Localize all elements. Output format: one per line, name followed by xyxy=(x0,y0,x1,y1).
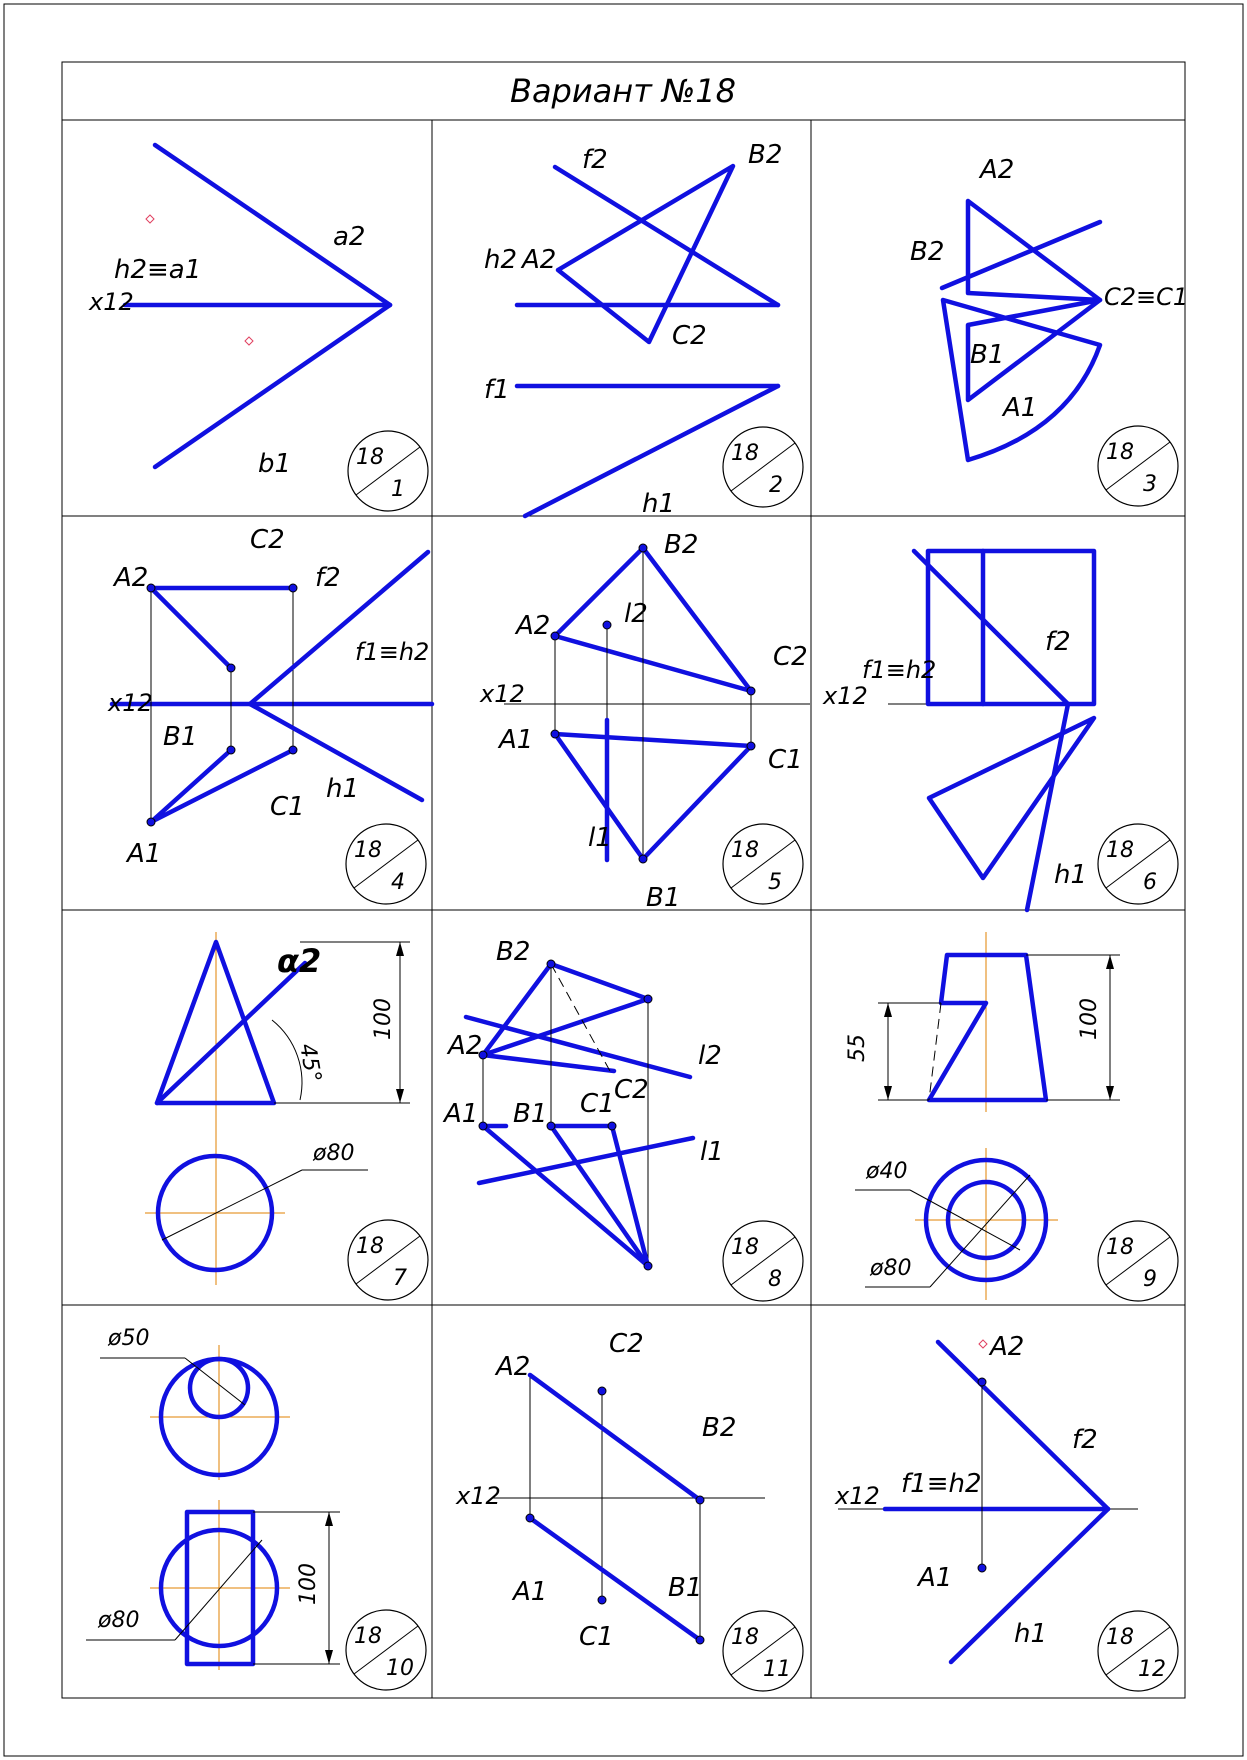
label-f1: f1 xyxy=(484,375,510,405)
point-B2 xyxy=(227,664,235,672)
badge-1 xyxy=(348,431,428,511)
label-h2: h2 xyxy=(484,245,518,275)
label-A2: A2 xyxy=(496,1352,531,1382)
point-l2 xyxy=(603,621,611,629)
marker-icon xyxy=(245,337,253,345)
label-C1: C1 xyxy=(580,1089,615,1119)
badge-7 xyxy=(348,1220,428,1300)
label-A2: A2 xyxy=(114,563,149,593)
label-dia80: ø80 xyxy=(313,1141,355,1166)
label-dim100: 100 xyxy=(296,1563,321,1605)
label-f2: f2 xyxy=(582,145,608,175)
point-B1 xyxy=(547,1122,555,1130)
point-C1 xyxy=(289,746,297,754)
label-f1h2: f1≡h2 xyxy=(355,638,430,666)
badge-bottom: 5 xyxy=(768,870,782,895)
label-A2: A2 xyxy=(516,611,551,641)
badge-top: 18 xyxy=(354,838,382,863)
label-C2: C2 xyxy=(773,642,808,672)
label-alpha2: α2 xyxy=(277,942,322,980)
label-C2: C2 xyxy=(609,1329,644,1359)
label-h2a1: h2≡a1 xyxy=(114,255,202,285)
panel-10 xyxy=(86,1326,340,1670)
badge-4 xyxy=(346,824,426,904)
label-dia50: ø50 xyxy=(108,1326,150,1351)
label-l2: l2 xyxy=(624,599,648,629)
point-C1 xyxy=(598,1596,606,1604)
badge-5 xyxy=(723,824,803,904)
point-B1 xyxy=(696,1636,704,1644)
point-B2 xyxy=(547,960,555,968)
label-B2: B2 xyxy=(910,237,945,267)
label-h1: h1 xyxy=(326,774,360,804)
badge-top: 18 xyxy=(731,838,759,863)
label-B1: B1 xyxy=(163,722,198,752)
label-C2C1: C2≡C1 xyxy=(1104,283,1189,311)
badge-top: 18 xyxy=(1106,440,1134,465)
label-B1: B1 xyxy=(646,883,681,913)
label-B2: B2 xyxy=(496,937,531,967)
badge-top: 18 xyxy=(731,1235,759,1260)
point-A1 xyxy=(479,1122,487,1130)
point-C1 xyxy=(608,1122,616,1130)
badge-12 xyxy=(1098,1611,1178,1691)
label-x12: x12 xyxy=(456,1482,501,1510)
badge-bottom: 3 xyxy=(1143,472,1157,497)
badge-bottom: 11 xyxy=(763,1657,791,1682)
badge-9 xyxy=(1098,1221,1178,1301)
panel-9 xyxy=(845,932,1120,1300)
dim-leader-80 xyxy=(162,1170,302,1240)
badge-8 xyxy=(723,1221,803,1301)
inner-frame xyxy=(62,62,1185,1698)
badge-bottom: 10 xyxy=(386,1656,414,1681)
label-f1h2: f1≡h2 xyxy=(862,656,937,684)
badge-bottom: 7 xyxy=(393,1266,407,1291)
badge-11 xyxy=(723,1611,803,1691)
badge-top: 18 xyxy=(356,1234,384,1259)
label-A2: A2 xyxy=(980,155,1015,185)
point-C2 xyxy=(747,687,755,695)
badge-bottom: 6 xyxy=(1143,870,1157,895)
label-A1: A1 xyxy=(127,839,162,869)
badge-bottom: 4 xyxy=(391,870,405,895)
badge-6 xyxy=(1098,824,1178,904)
point-B1 xyxy=(639,855,647,863)
label-dim100: 100 xyxy=(1077,998,1102,1040)
label-f2: f2 xyxy=(1045,627,1071,657)
point-A1 xyxy=(551,730,559,738)
point-vertex2 xyxy=(644,995,652,1003)
label-a2: a2 xyxy=(333,222,366,252)
label-h1: h1 xyxy=(1014,1619,1048,1649)
label-A1: A1 xyxy=(444,1099,479,1129)
badge-top: 18 xyxy=(1106,838,1134,863)
label-A1: A1 xyxy=(513,1577,548,1607)
label-B1: B1 xyxy=(513,1099,548,1129)
triangle-ABC2 xyxy=(558,166,733,342)
badge-bottom: 1 xyxy=(391,477,405,502)
label-l1: l1 xyxy=(588,823,612,853)
point-A1 xyxy=(978,1564,986,1572)
label-f2: f2 xyxy=(1072,1425,1098,1455)
point-B2 xyxy=(696,1496,704,1504)
point-vertex1 xyxy=(644,1262,652,1270)
label-C1: C1 xyxy=(270,792,305,822)
label-A2: A2 xyxy=(522,245,557,275)
triangle-ABC2 xyxy=(555,548,751,691)
badge-top: 18 xyxy=(1106,1625,1134,1650)
point-A1 xyxy=(147,818,155,826)
point-B2 xyxy=(639,544,647,552)
label-f2: f2 xyxy=(315,563,341,593)
point-C2 xyxy=(598,1387,606,1395)
label-A1: A1 xyxy=(1003,393,1038,423)
label-B2: B2 xyxy=(702,1413,737,1443)
label-B2: B2 xyxy=(748,140,783,170)
badge-top: 18 xyxy=(731,1625,759,1650)
label-B1: B1 xyxy=(668,1573,703,1603)
triangle-ABC1 xyxy=(555,734,751,859)
label-b1: b1 xyxy=(258,449,292,479)
profile-shape xyxy=(929,955,1046,1100)
label-l1: l1 xyxy=(700,1137,724,1167)
label-C2: C2 xyxy=(672,321,707,351)
triangle-projection xyxy=(929,718,1094,878)
label-h1: h1 xyxy=(1054,860,1088,890)
line-A2B2 xyxy=(530,1375,700,1500)
line-b1 xyxy=(155,305,390,467)
page-title: Вариант №18 xyxy=(509,72,737,110)
label-f1h2: f1≡h2 xyxy=(901,1469,982,1499)
label-C2: C2 xyxy=(250,525,285,555)
badge-top: 18 xyxy=(354,1624,382,1649)
panel-1 xyxy=(88,145,390,479)
badge-bottom: 2 xyxy=(769,473,783,498)
label-B2: B2 xyxy=(664,530,699,560)
label-C2: C2 xyxy=(614,1075,649,1105)
label-C1: C1 xyxy=(579,1622,614,1652)
label-A1: A1 xyxy=(499,725,534,755)
point-B1 xyxy=(227,746,235,754)
point-f2 xyxy=(289,584,297,592)
panel-6 xyxy=(822,551,1094,910)
label-x12: x12 xyxy=(89,288,134,316)
label-dim55: 55 xyxy=(845,1034,870,1062)
line-A2B2 xyxy=(151,588,231,668)
badge-top: 18 xyxy=(731,441,759,466)
badge-bottom: 9 xyxy=(1143,1267,1157,1292)
marker-icon xyxy=(979,1340,987,1348)
line-f2 xyxy=(555,167,778,305)
label-x12: x12 xyxy=(108,689,153,717)
point-C1 xyxy=(747,742,755,750)
badge-top: 18 xyxy=(1106,1235,1134,1260)
label-x12: x12 xyxy=(823,682,868,710)
badge-2 xyxy=(723,427,803,507)
panel-11 xyxy=(455,1329,765,1652)
label-A1: A1 xyxy=(918,1563,953,1593)
label-h1: h1 xyxy=(642,489,676,519)
badge-top: 18 xyxy=(356,445,384,470)
panel-4 xyxy=(107,525,432,869)
badge-bottom: 12 xyxy=(1138,1657,1166,1682)
panel-3 xyxy=(910,155,1188,460)
label-x12: x12 xyxy=(835,1482,880,1510)
label-dia40: ø40 xyxy=(866,1159,908,1184)
badge-3 xyxy=(1098,426,1178,506)
label-A2: A2 xyxy=(990,1332,1025,1362)
point-A2 xyxy=(551,632,559,640)
label-B1: B1 xyxy=(970,340,1005,370)
point-A1 xyxy=(526,1514,534,1522)
label-l2: l2 xyxy=(698,1041,722,1071)
label-angle: 45° xyxy=(294,1041,326,1085)
marker-icon xyxy=(146,215,154,223)
panel-12 xyxy=(834,1332,1138,1662)
label-dia80: ø80 xyxy=(98,1608,140,1633)
label-dim100: 100 xyxy=(371,998,396,1040)
line-A2C2 xyxy=(483,1055,614,1071)
label-C1: C1 xyxy=(768,745,803,775)
line-B2 xyxy=(942,222,1100,288)
label-x12: x12 xyxy=(480,680,525,708)
label-dia80: ø80 xyxy=(870,1256,912,1281)
panel-8 xyxy=(442,937,724,1270)
badge-10 xyxy=(346,1610,426,1690)
point-A2 xyxy=(978,1378,986,1386)
label-A2: A2 xyxy=(448,1031,483,1061)
badge-bottom: 8 xyxy=(768,1267,782,1292)
